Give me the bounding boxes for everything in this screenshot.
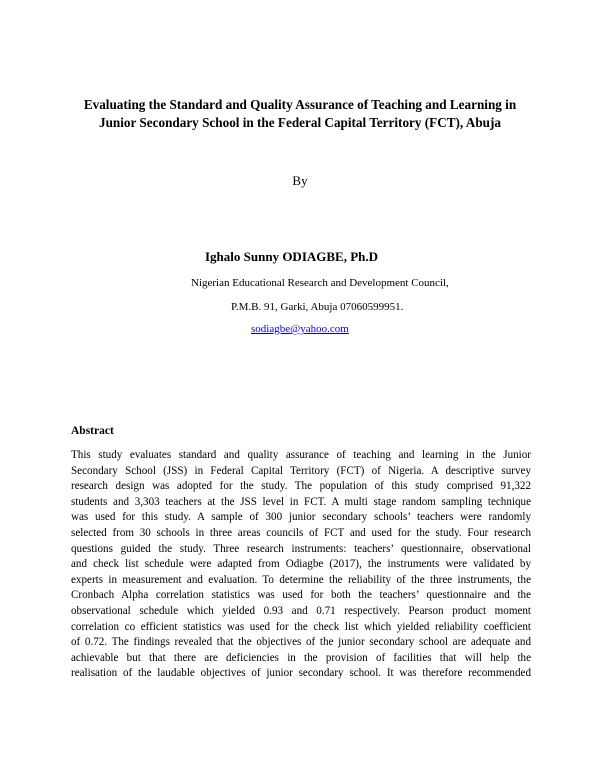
title-line: Evaluating the Standard and Quality Assurance of Teaching and Learning in bbox=[83, 97, 517, 112]
abstract-line: realisation of the laudable objectives of junior secondary school. It was therefore recommended bbox=[71, 667, 531, 680]
abstract-line: Cronbach Alpha correlation statistics was used for both the teachers’ questionnaire and the bbox=[71, 589, 531, 602]
paper-title bbox=[40, 96, 560, 132]
abstract-line: students and 3,303 teachers at the JSS level in FCT. A multi stage random sampling technique bbox=[71, 495, 531, 508]
abstract-line: of 0.72. The findings revealed that the objectives of the junior secondary school are adequate and bbox=[71, 636, 531, 649]
abstract-line: was used for this study. A sample of 300 junior secondary schools’ teachers were randomly bbox=[71, 511, 531, 524]
abstract-line: research design was adopted for the study. The population of this study comprised 91,322 bbox=[71, 480, 531, 493]
title-line: Junior Secondary School in the Federal Capital Territory (FCT), Abuja bbox=[99, 115, 501, 130]
abstract-line: observational schedule which yielded 0.93 and 0.71 respectively. Pearson product moment bbox=[71, 604, 531, 617]
abstract-line: and check list schedule were adapted from Odiagbe (2017), the instruments were validated by bbox=[71, 558, 531, 571]
abstract-heading: Abstract bbox=[71, 425, 114, 437]
abstract-body bbox=[71, 448, 531, 682]
abstract-line: questions guided the study. Three research instruments: teachers’ questionnaire, observational bbox=[71, 542, 531, 555]
abstract-line: achievable but that there are deficiencies in the provision of facilities that will help the bbox=[71, 651, 531, 664]
byline-label: By bbox=[292, 173, 308, 188]
abstract-line: selected from 30 schools in three areas councils of FCT and used for the study. Four research bbox=[71, 526, 531, 539]
author-name: Ighalo Sunny ODIAGBE, Ph.D bbox=[205, 249, 379, 264]
author-address: P.M.B. 91, Garki, Abuja 07060599951. bbox=[231, 301, 404, 313]
abstract-line: correlation co efficient statistics was used for the check list which yielded reliability coefficient bbox=[71, 620, 531, 633]
abstract-line: This study evaluates standard and quality assurance of teaching and learning in the Junior bbox=[71, 449, 531, 461]
abstract-line: experts in measurement and evaluation. To determine the reliability of the three instruments, the bbox=[71, 573, 531, 586]
author-affiliation: Nigerian Educational Research and Development Council, bbox=[191, 277, 449, 289]
abstract-line: Secondary School (JSS) in Federal Capital Territory (FCT) of Nigeria. A descriptive survey bbox=[71, 464, 531, 477]
author-email-link[interactable]: sodiagbe@yahoo.com bbox=[251, 323, 349, 335]
